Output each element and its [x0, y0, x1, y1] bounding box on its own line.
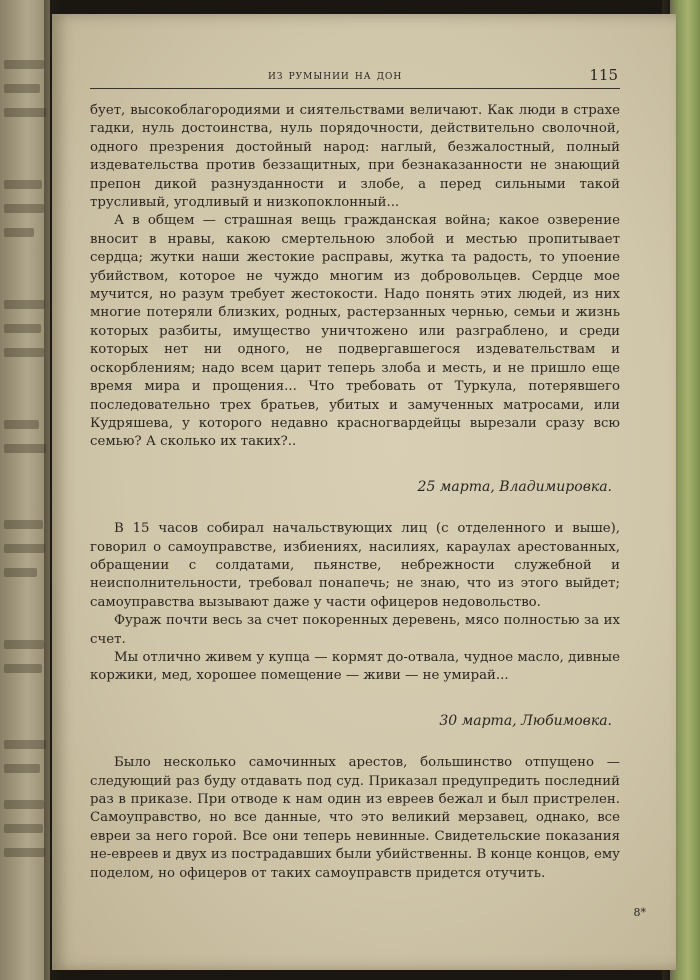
text-paragraph: Мы отлично живем у купца — кормят до-отвала, чудное масло, дивные коржики, мед, хорошее помещение — живи — не умирай... [90, 649, 620, 684]
text-paragraph: бует, высокоблагородиями и сиятельствами величают. Как люди в страхе гадки, нуль достоинства, нуль порядочности, действительно сволочной, одного презрения достойный народ: наглый, безжалостный, полный издевательства против беззащитных, при безнаказанности не знающий препон дикой разнузданности и злобе, а перед сильными такой трусливый, угодливый и низкопоклонный... [90, 103, 620, 211]
text-paragraph: Фураж почти весь за счет покоренных деревень, мясо полностью за их счет. [90, 613, 620, 647]
entry-dateline: 30 марта, Любимовка. [439, 712, 612, 729]
page-header [90, 66, 620, 89]
signature-mark: 8* [633, 906, 646, 919]
adjacent-page [0, 0, 50, 980]
running-head: из румынии на дон [268, 68, 403, 83]
entry-dateline: 25 марта, Владимировка. [417, 478, 612, 495]
page-body [90, 102, 620, 883]
text-paragraph: А в общем — страшная вещь гражданская война; какое озверение вносит в нравы, какою смертельною злобой и местью пропитывает сердца; жутки наши жестокие расправы, жутка та радость, то упоение убийством, которое не чуждо многим из добровольцев. Сердце мое мучится, но разум требует жестокости. Надо понять этих людей, из них многие потеряли близких, родных, растерзанных чернью, семьи и жизнь которых разбиты, имущество уничтожено или разграблено, и среди которых нет ни одного, не подвергавшегося издевательствам и оскорблениям; надо всем царит теперь злоба и месть, и не пришло еще время мира и прощения... Что требовать от Туркула, потерявшего последовательно трех братьев, убитых и замученных матросами, или Кудряшева, у которого недавно красногвардейцы вырезали сразу всю семью? А сколько их таких?.. [90, 213, 620, 450]
page-number: 115 [589, 66, 618, 84]
text-paragraph: В 15 часов собирал начальствующих лиц (с отделенного и выше), говорил о самоуправстве, избиениях, насилиях, караулах арестованных, обращении с солдатами, пьянстве, небрежности служебной и неисполнительности, требовал понапечь; не знаю, что из этого выйдет; самоуправства вызывают даже у части офицеров недовольство. [90, 521, 620, 610]
text-paragraph: Было несколько самочинных арестов, большинство отпущено — следующий раз буду отдавать под суд. Приказал предупредить последний раз в приказе. При отводе к нам один из евреев бежал и был пристрелен. Самоуправство, но все данные, что это великий мерзавец, однако, все евреи за него горой. Все они теперь невинные. Свидетельские показания не-евреев и двух из пострадавших были убийственны. В конце концов, ему поделом, но офицеров от таких самоуправств придется отучить. [90, 755, 620, 881]
book-page [52, 14, 676, 970]
